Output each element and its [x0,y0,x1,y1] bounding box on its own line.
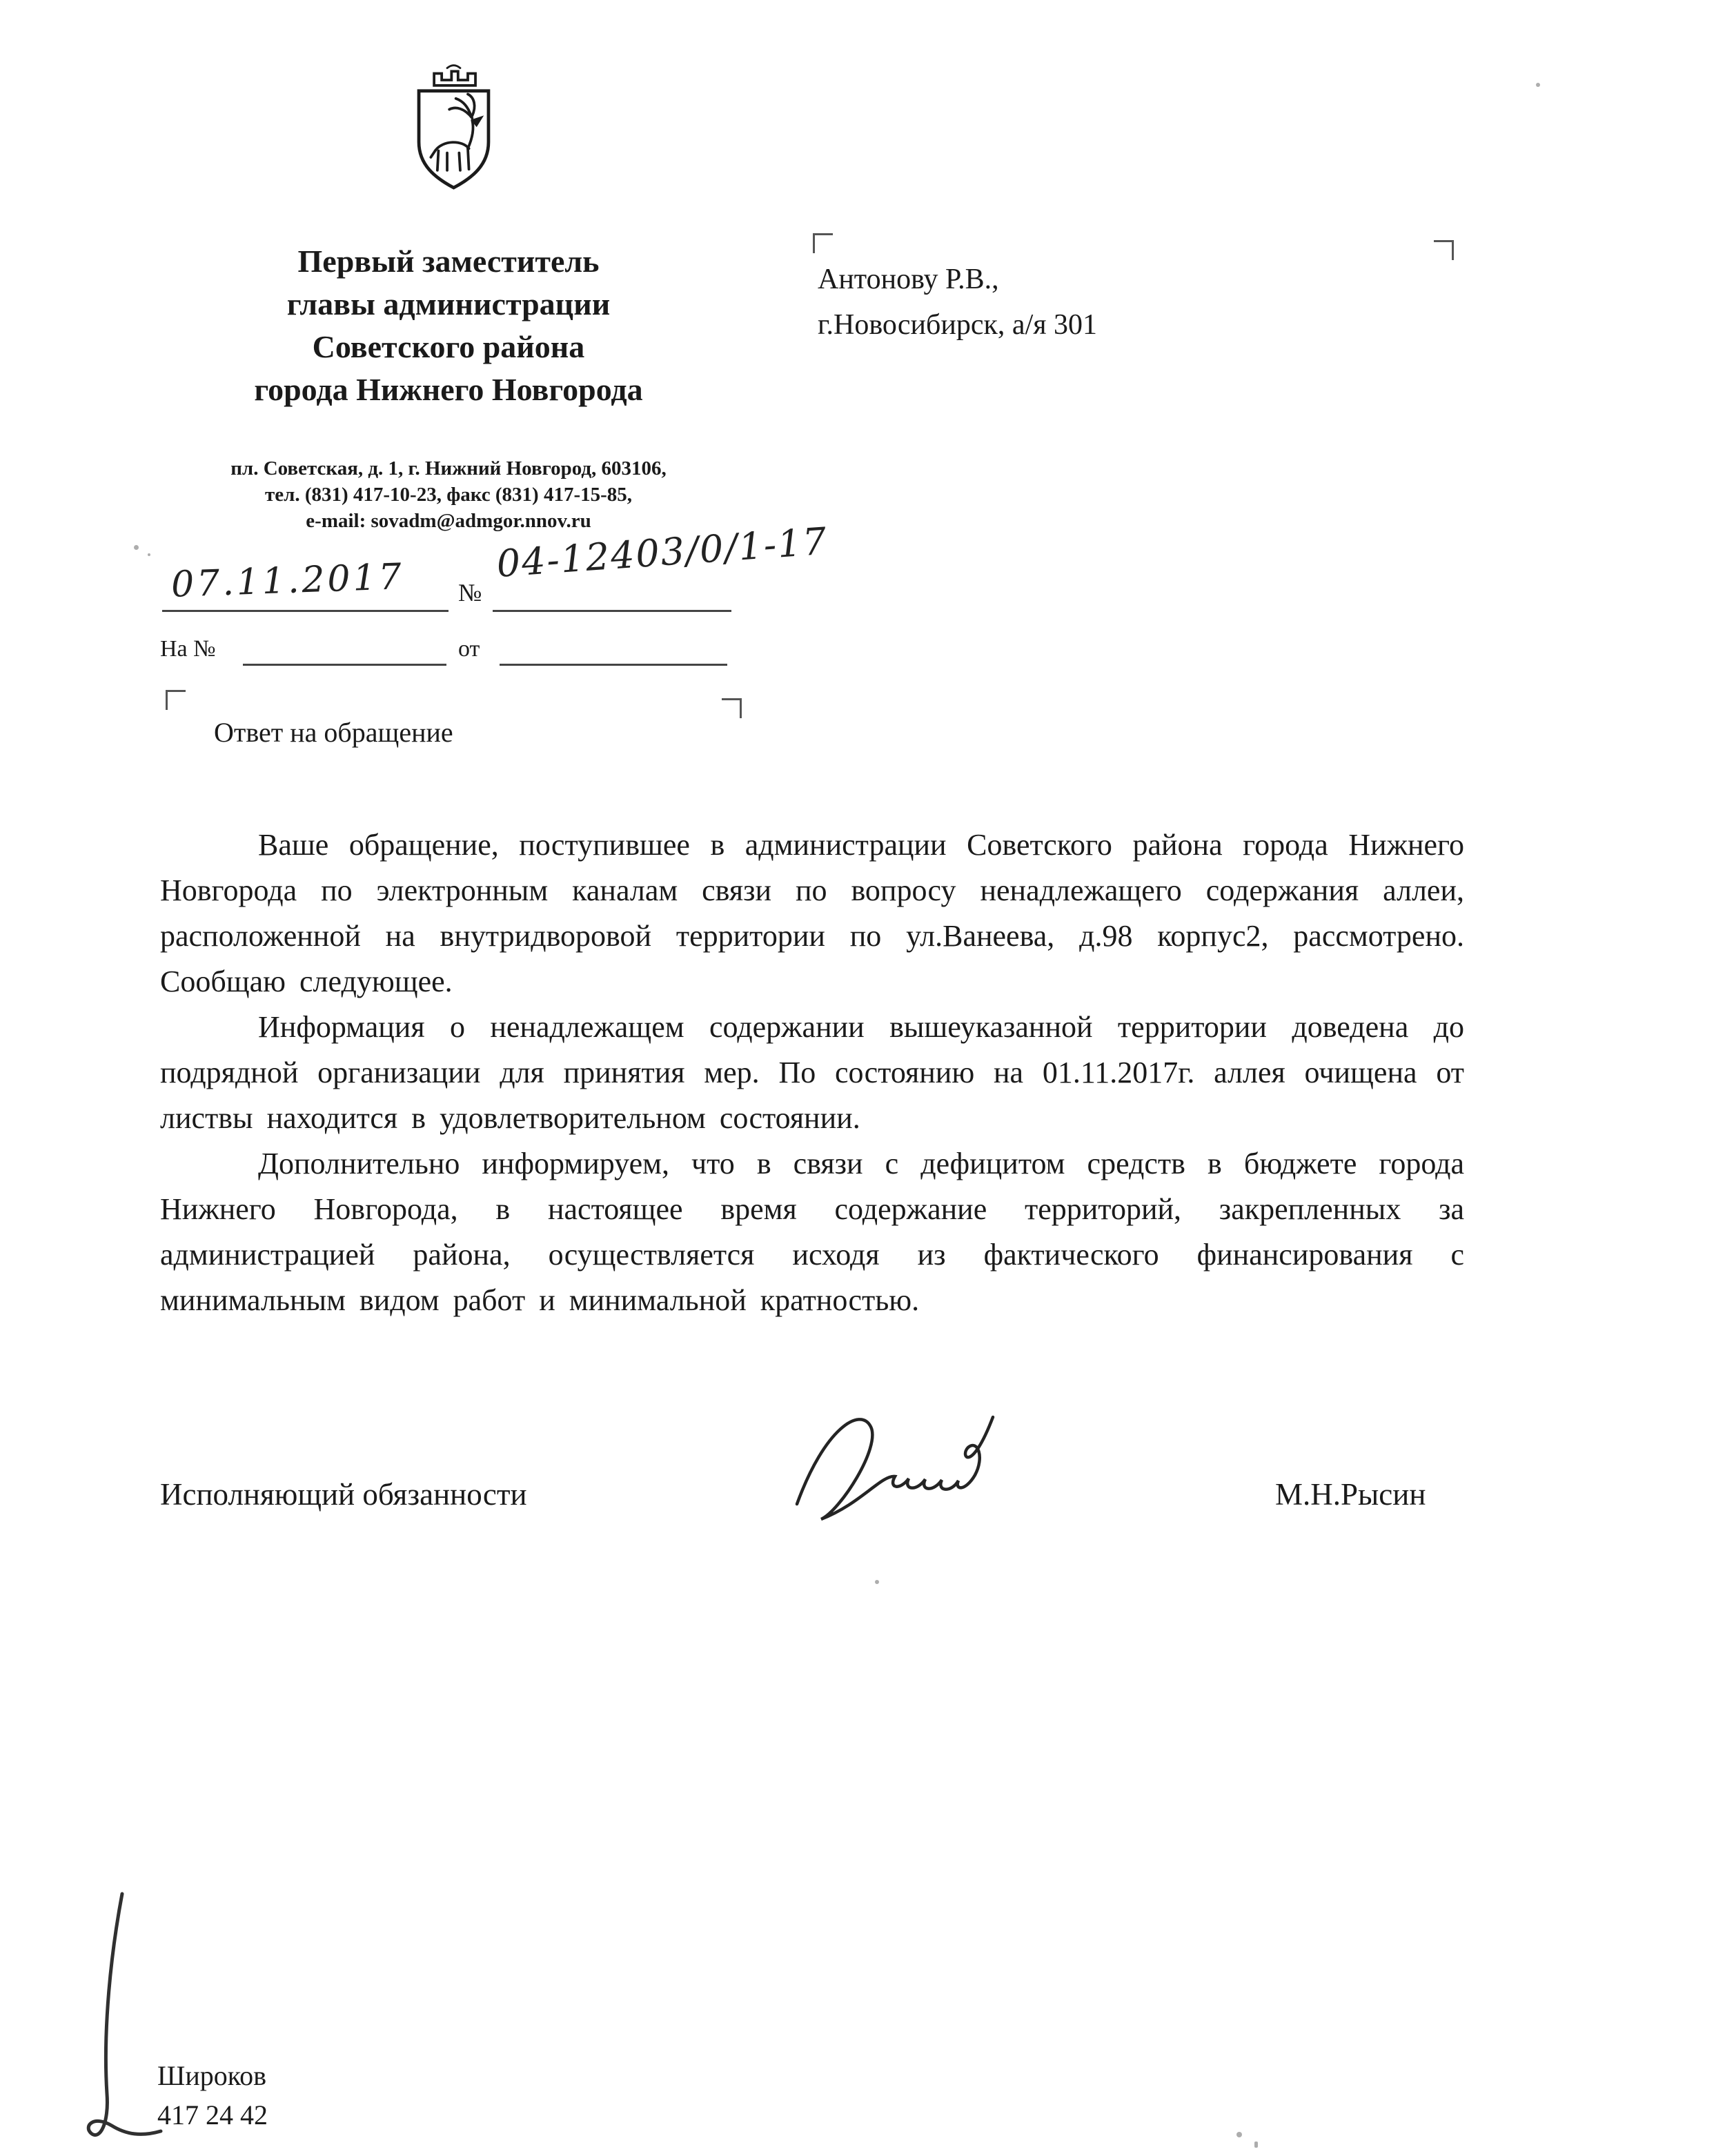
date-underline [162,585,448,612]
outgoing-number-handwritten: 04-12403/0/1-17 [495,519,829,586]
recipient-block [818,257,1097,348]
letterhead-title-line: города Нижнего Новгорода [254,372,643,407]
letterhead-address [155,455,742,534]
letterhead-title-line: главы администрации [286,286,611,322]
letterhead-address-line: тел. (831) 417-10-23, факс (831) 417-15-85, [264,484,633,506]
signer-position: Исполняющий обязанности [160,1477,527,1512]
letterhead-title-line: Первый заместитель [297,244,600,279]
corner-mark [813,233,833,253]
scan-speck [875,1580,879,1584]
on-number-underline [243,636,446,666]
letterhead-title [169,240,728,411]
letter-body [160,822,1464,1323]
outgoing-date-handwritten: 07.11.2017 [170,556,405,606]
recipient-name: Антонову Р.В., [818,264,999,295]
recipient-address: г.Новосибирск, а/я 301 [818,309,1098,341]
scan-speck [148,553,150,556]
signer-name: М.Н.Рысин [1275,1477,1426,1512]
on-number-label: На № [160,636,216,662]
signature-ink-icon [783,1394,1025,1539]
corner-mark [1434,240,1454,260]
body-paragraph: Информация о ненадлежащем содержании вышеуказанной территории доведена до подрядной организации для принятия мер. По состоянию на 01.11.2017г. аллея очищена от листвы находится в удовлетворительном состоянии. [160,1010,1464,1135]
executor-name: Широков [157,2060,267,2091]
scan-speck [1236,2132,1242,2137]
from-label: от [458,636,480,662]
number-sign: № [458,579,482,606]
body-paragraph: Ваше обращение, поступившее в администрации Советского района города Нижнего Новгорода по электронным каналам связи по вопросу ненадлежащего содержания аллеи, расположенной на внутридворовой территории по ул.Ванеева, д.98 корпус2, рассмотрено. Сообщаю следующее. [160,828,1464,998]
scan-speck [1536,83,1540,87]
body-paragraph: Дополнительно информируем, что в связи с дефицитом средств в бюджете города Нижнего Новгорода, в настоящее время содержание территорий, закрепленных за администрацией района, осуществляется исходя из фактического финансирования с минимальным видом работ и минимальной кратностью. [160,1147,1464,1317]
letterhead-address-line: e-mail: sovadm@admgor.nnov.ru [306,510,591,532]
coat-of-arms-icon [397,59,511,201]
subject-line: Ответ на обращение [214,717,453,748]
corner-mark [722,698,742,718]
number-underline [493,585,731,612]
scan-speck [1254,2142,1258,2148]
corner-mark [166,690,186,710]
from-underline [500,636,727,666]
scan-speck [134,545,139,550]
executor-phone: 417 24 42 [157,2099,268,2130]
letterhead-address-line: пл. Советская, д. 1, г. Нижний Новгород, 603106, [230,457,667,479]
letterhead-title-line: Советского района [312,329,585,364]
